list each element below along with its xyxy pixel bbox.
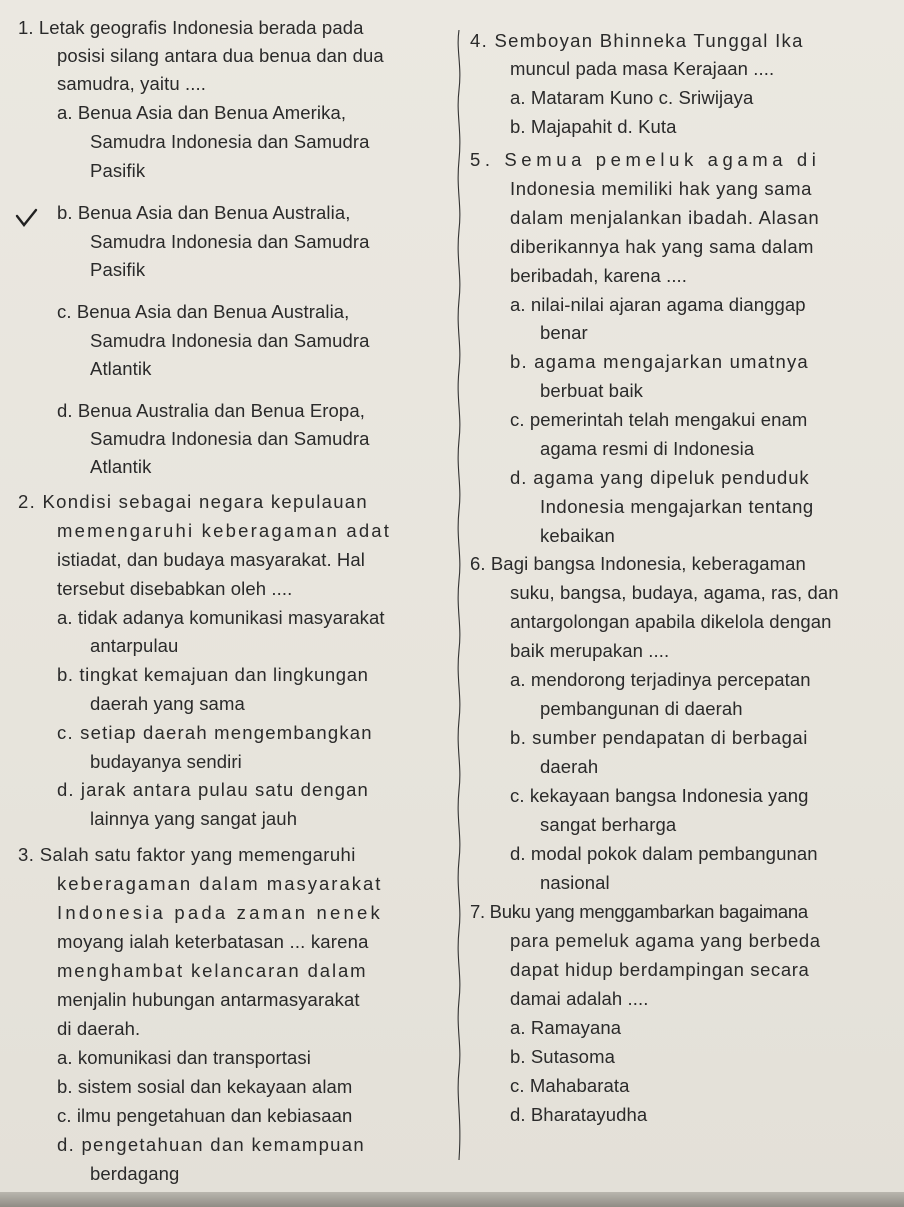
option-a: a. tidak adanya komunikasi masyarakat — [57, 607, 385, 628]
options-bd: b. Majapahit d. Kuta — [510, 116, 677, 137]
question-6-line: 6. Bagi bangsa Indonesia, keberagaman — [470, 553, 806, 574]
option-c: c. kekayaan bangsa Indonesia yang — [510, 785, 809, 806]
option-d-cont: Samudra Indonesia dan Samudra — [90, 428, 370, 449]
options-ac: a. Mataram Kuno c. Sriwijaya — [510, 87, 754, 108]
option-b: b. sistem sosial dan kekayaan alam — [57, 1076, 353, 1097]
option-b: b. Sutasoma — [510, 1046, 615, 1067]
option-a-cont: Pasifik — [90, 160, 146, 181]
question-3-line: 3. Salah satu faktor yang memengaruhi — [18, 844, 356, 865]
option-d: d. Benua Australia dan Benua Eropa, — [57, 400, 365, 421]
option-d: d. agama yang dipeluk penduduk — [510, 467, 810, 488]
option-d-cont: Indonesia mengajarkan tentang — [540, 496, 814, 517]
option-d: d. jarak antara pulau satu dengan — [57, 779, 369, 800]
option-a: a. Benua Asia dan Benua Amerika, — [57, 102, 347, 123]
column-divider — [454, 30, 464, 1160]
question-7-line: 7. Buku yang menggambarkan bagaimana — [470, 901, 808, 922]
option-d: d. modal pokok dalam pembangunan — [510, 843, 818, 864]
option-a-cont: pembangunan di daerah — [540, 698, 743, 719]
question-3-line: menghambat kelancaran dalam — [57, 960, 368, 981]
option-c-cont: budayanya sendiri — [90, 751, 242, 772]
question-7-line: dapat hidup berdampingan secara — [510, 959, 810, 980]
check-mark-icon — [14, 208, 40, 230]
question-2-line: istiadat, dan budaya masyarakat. Hal — [57, 549, 365, 570]
question-7-line: para pemeluk agama yang berbeda — [510, 930, 821, 951]
question-2-line: memengaruhi keberagaman adat — [57, 520, 392, 541]
question-5-line: 5. Semua pemeluk agama di — [470, 149, 821, 170]
question-5-line: diberikannya hak yang sama dalam — [510, 236, 814, 257]
question-4-line: muncul pada masa Kerajaan .... — [510, 58, 775, 79]
question-1-line: posisi silang antara dua benua dan dua — [57, 45, 384, 66]
option-a-cont: antarpulau — [90, 635, 179, 656]
option-b-cont: daerah — [540, 756, 599, 777]
option-b-cont: Pasifik — [90, 259, 146, 280]
option-b: b. Benua Asia dan Benua Australia, — [57, 202, 351, 223]
option-b-cont: berbuat baik — [540, 380, 644, 401]
option-c: c. ilmu pengetahuan dan kebiasaan — [57, 1105, 353, 1126]
question-1-line: 1. Letak geografis Indonesia berada pada — [18, 17, 364, 38]
option-a: a. mendorong terjadinya percepatan — [510, 669, 811, 690]
question-6-line: antargolongan apabila dikelola dengan — [510, 611, 832, 632]
question-7-line: damai adalah .... — [510, 988, 649, 1009]
page-bottom-edge — [0, 1192, 904, 1207]
question-6-line: suku, bangsa, budaya, agama, ras, dan — [510, 582, 839, 603]
option-c-cont: agama resmi di Indonesia — [540, 438, 755, 459]
question-2-line: tersebut disebabkan oleh .... — [57, 578, 293, 599]
option-d: d. Bharatayudha — [510, 1104, 648, 1125]
option-c: c. pemerintah telah mengakui enam — [510, 409, 808, 430]
option-b-cont: Samudra Indonesia dan Samudra — [90, 231, 370, 252]
option-a: a. komunikasi dan transportasi — [57, 1047, 311, 1068]
option-d: d. pengetahuan dan kemampuan — [57, 1134, 365, 1155]
option-d-cont: kebaikan — [540, 525, 615, 546]
option-a-cont: Samudra Indonesia dan Samudra — [90, 131, 370, 152]
question-3-line: keberagaman dalam masyarakat — [57, 873, 383, 894]
option-c: c. Benua Asia dan Benua Australia, — [57, 301, 350, 322]
option-d-cont: berdagang — [90, 1163, 180, 1184]
option-b: b. tingkat kemajuan dan lingkungan — [57, 664, 369, 685]
question-3-line: Indonesia pada zaman nenek — [57, 902, 383, 923]
option-d-cont: nasional — [540, 872, 610, 893]
question-3-line: di daerah. — [57, 1018, 141, 1039]
question-3-line: moyang ialah keterbatasan ... karena — [57, 931, 369, 952]
option-d-cont: Atlantik — [90, 456, 152, 477]
option-c: c. Mahabarata — [510, 1075, 630, 1096]
option-a: a. nilai-nilai ajaran agama dianggap — [510, 294, 806, 315]
question-5-line: Indonesia memiliki hak yang sama — [510, 178, 812, 199]
question-1-line: samudra, yaitu .... — [57, 73, 206, 94]
option-c-cont: Atlantik — [90, 358, 152, 379]
option-b: b. agama mengajarkan umatnya — [510, 351, 809, 372]
question-5-line: dalam menjalankan ibadah. Alasan — [510, 207, 820, 228]
question-4-line: 4. Semboyan Bhinneka Tunggal Ika — [470, 30, 804, 51]
option-a-cont: benar — [540, 322, 588, 343]
option-b: b. sumber pendapatan di berbagai — [510, 727, 808, 748]
option-b-cont: daerah yang sama — [90, 693, 245, 714]
question-3-line: menjalin hubungan antarmasyarakat — [57, 989, 360, 1010]
option-c-cont: Samudra Indonesia dan Samudra — [90, 330, 370, 351]
option-a: a. Ramayana — [510, 1017, 622, 1038]
option-d-cont: lainnya yang sangat jauh — [90, 808, 298, 829]
question-2-line: 2. Kondisi sebagai negara kepulauan — [18, 491, 368, 512]
question-5-line: beribadah, karena .... — [510, 265, 688, 286]
option-c: c. setiap daerah mengembangkan — [57, 722, 373, 743]
option-c-cont: sangat berharga — [540, 814, 677, 835]
question-6-line: baik merupakan .... — [510, 640, 670, 661]
